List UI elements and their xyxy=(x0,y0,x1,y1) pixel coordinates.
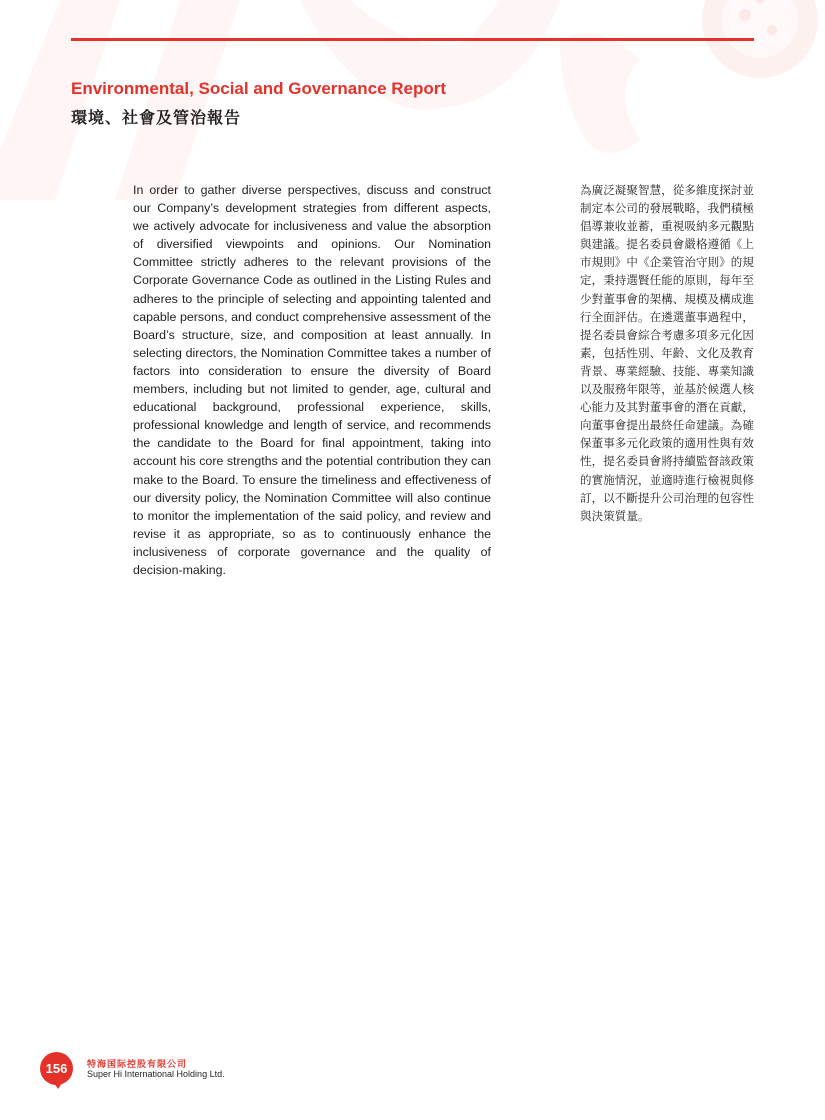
page-number-badge: 156 xyxy=(40,1052,73,1085)
report-title-english: Environmental, Social and Governance Report xyxy=(71,79,447,98)
page-footer xyxy=(40,1052,340,1086)
company-name-chinese: 特海国际控股有限公司 xyxy=(87,1060,188,1070)
header-rule xyxy=(71,38,754,41)
body-paragraph-chinese: 為廣泛凝聚智慧，從多維度探討並制定本公司的發展戰略，我們積極倡導兼收並蓄，重視吸納多元觀點與建議。提名委員會嚴格遵循《上市規則》中《企業管治守則》的規定，秉持選賢任能的原則，每年至少對董事會的架構、規模及構成進行全面評估。在遴選董事過程中，提名委員會綜合考慮多項多元化因素，包括性別、年齡、文化及教育背景、專業經驗、技能、專業知識以及服務年限等，並基於候選人核心能力及其對董事會的潛在貢獻，向董事會提出最終任命建議。為確保董事多元化政策的適用性與有效性，提名委員會將持續監督該政策的實施情況，並適時進行檢視與修訂，以不斷提升公司治理的包容性與決策質量。 xyxy=(580,183,754,523)
report-title-chinese: 環境、社會及管治報告 xyxy=(71,108,242,127)
brand-watermark-icon xyxy=(0,0,825,200)
body-paragraph-english: In order to gather diverse perspectives, discuss and construct our Company’s development strategies from different aspects, we actively advocate for inclusiveness and value the absorption of diversified viewpoints and opinions. Our Nomination Committee strictly adheres to the relevant provisions of the Corporate Governance Code as outlined in the Listing Rules and adheres to the principle of selecting and appointing talented and capable persons, and conduct comprehensive assessment of the Board’s structure, size, and composition at least annually. In selecting directors, the Nomination Committee takes a number of factors into consideration to ensure the diversity of Board members, including but not limited to gender, age, cultural and educational background, professional experience, skills, professional knowledge and length of service, and recommends the candidate to the Board for final appointment, taking into account his core strengths and the potential contribution they can make to the Board. To ensure the timeliness and effectiveness of our diversity policy, the Nomination Committee will also continue to monitor the implementation of the said policy, and review and revise it as appropriate, so as to continuously enhance the inclusiveness of corporate governance and the quality of decision-making. xyxy=(133,183,491,577)
company-name-english: Super Hi International Holding Ltd. xyxy=(87,1069,225,1079)
